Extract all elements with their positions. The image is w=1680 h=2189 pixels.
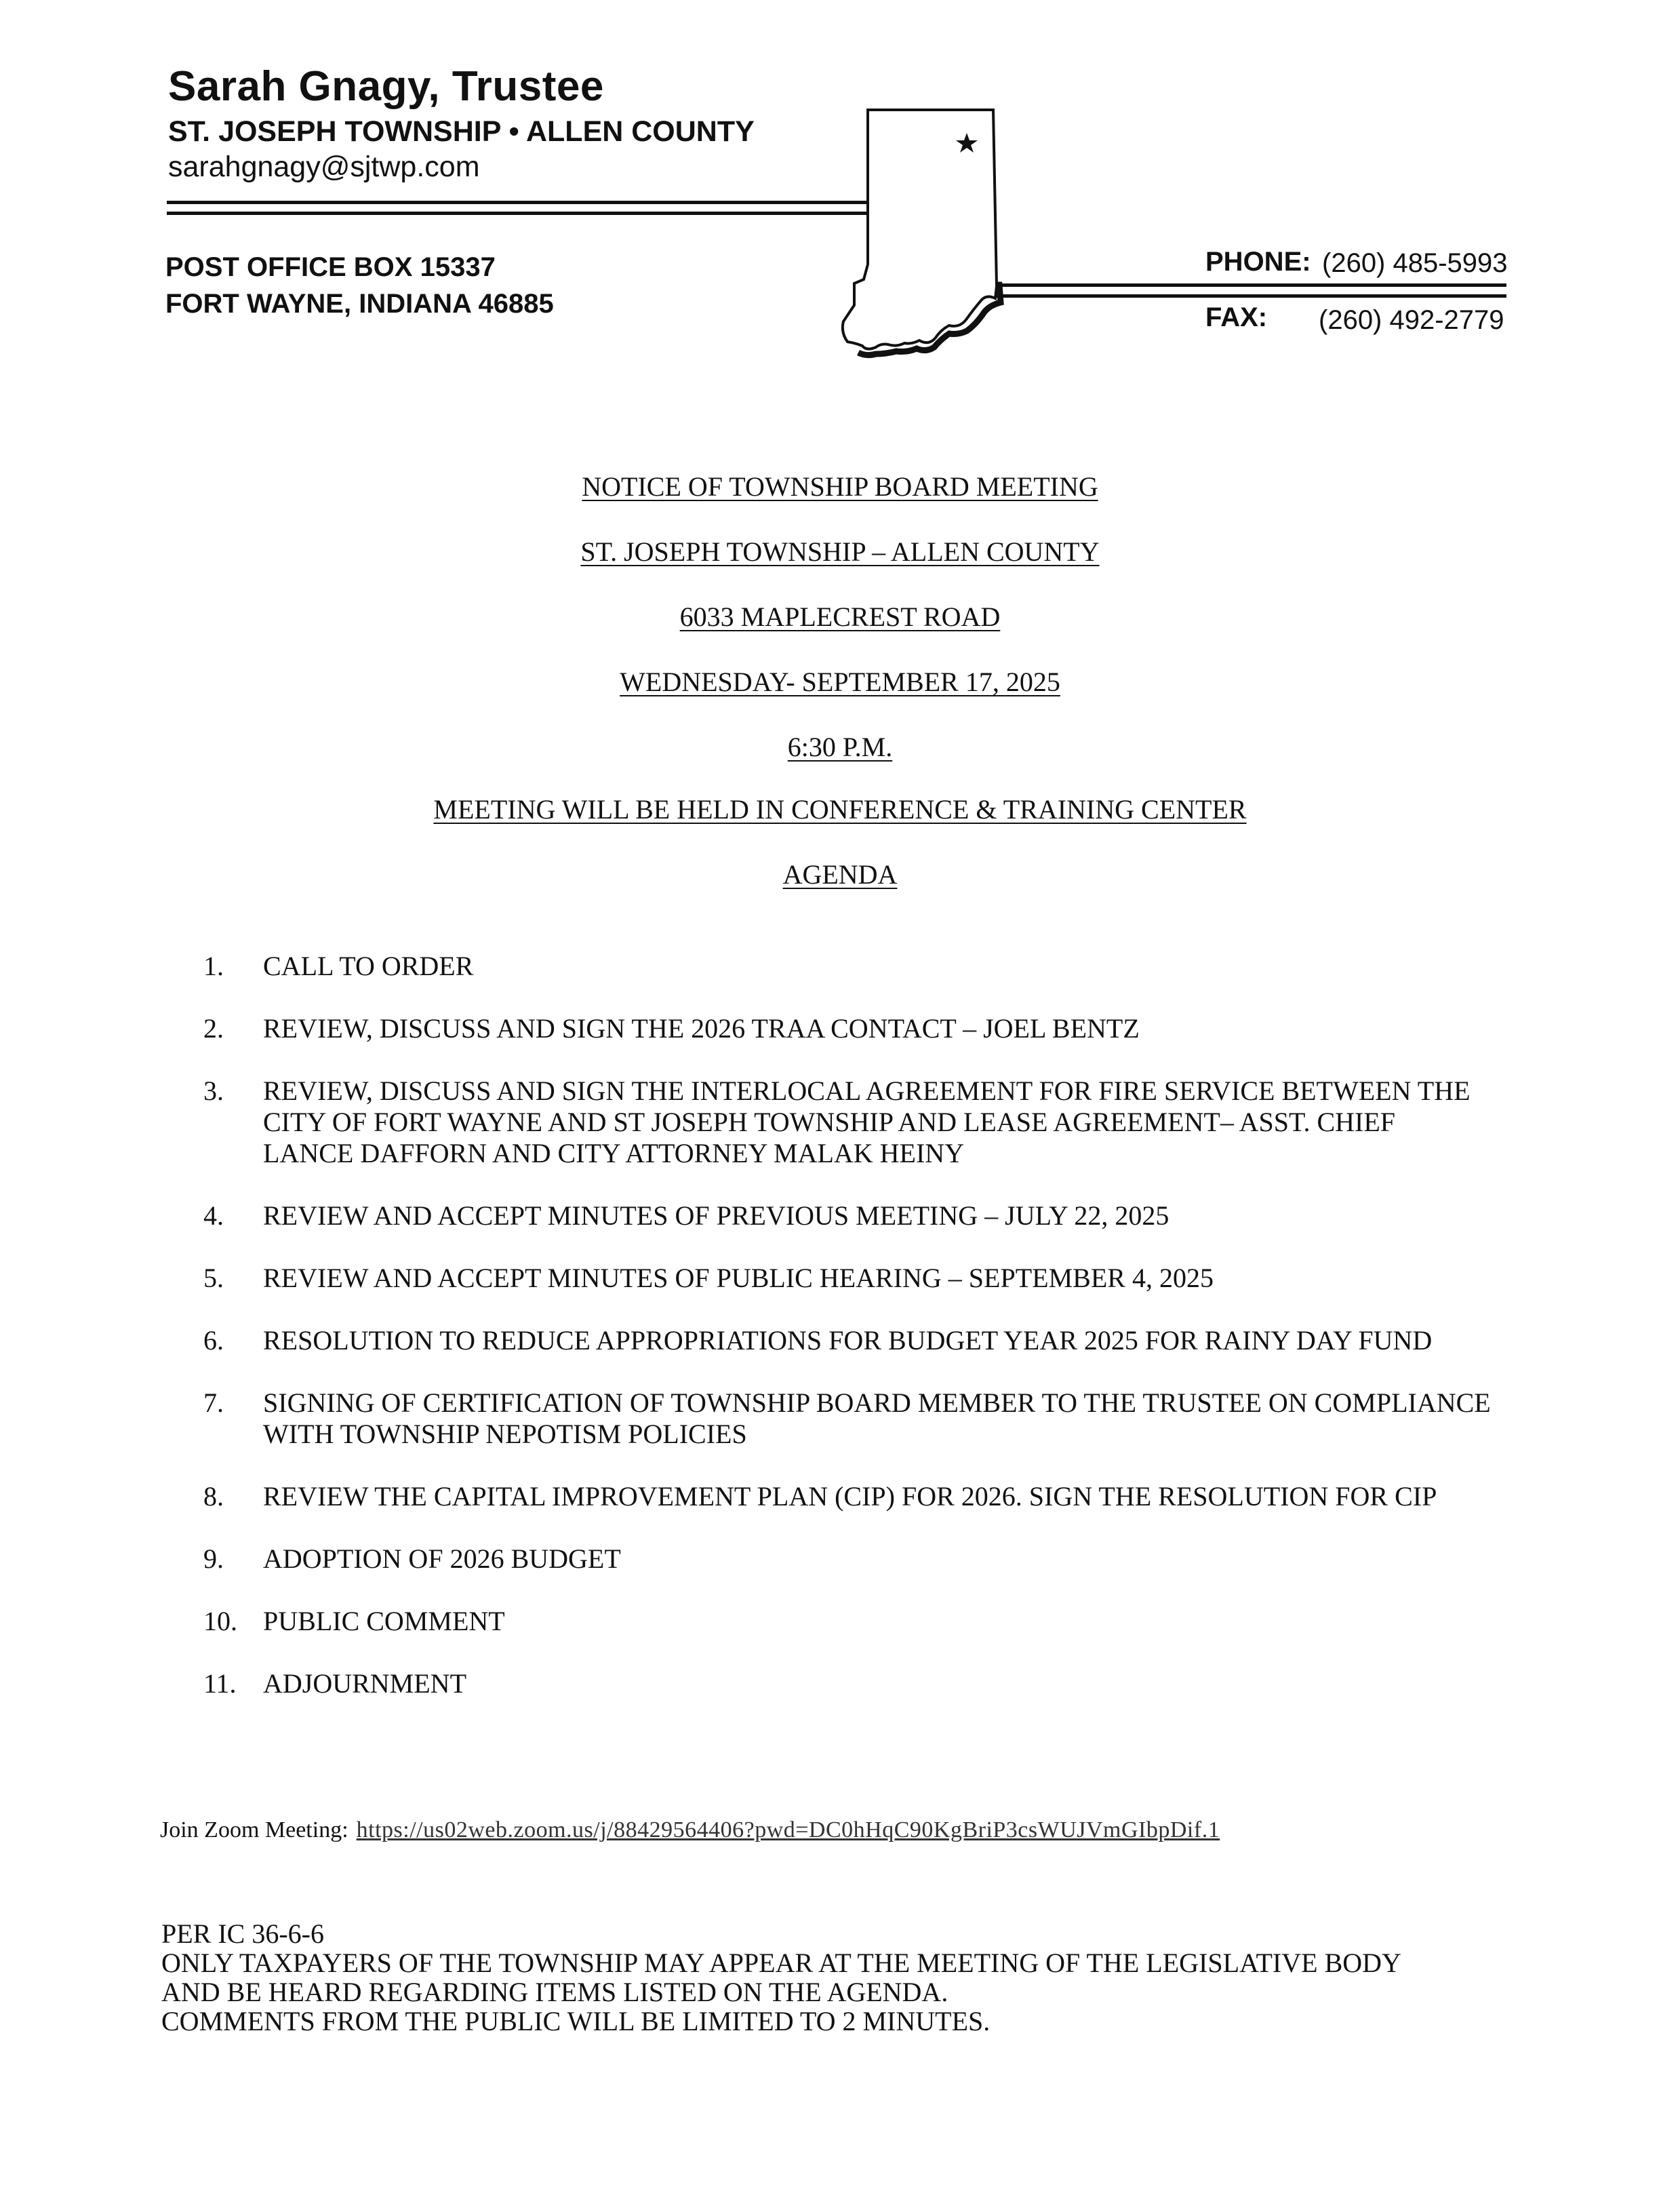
statute-notice — [161, 1919, 1517, 2036]
agenda-item-number: 7. — [203, 1387, 224, 1418]
fax-label: FAX: — [1205, 302, 1268, 332]
agenda-item-text: REVIEW AND ACCEPT MINUTES OF PREVIOUS MEETING – JULY 22, 2025 — [263, 1200, 1169, 1231]
agenda-item-number: 2. — [203, 1013, 224, 1044]
agenda-item — [203, 1387, 1492, 1450]
zoom-label: Join Zoom Meeting: — [160, 1817, 348, 1842]
agenda-item-text: ADOPTION OF 2026 BUDGET — [263, 1543, 621, 1574]
statute-citation: PER IC 36-6-6 — [161, 1918, 324, 1949]
phone-number: (260) 485-5993 — [1322, 248, 1508, 278]
agenda-item-text: RESOLUTION TO REDUCE APPROPRIATIONS FOR BUDGET YEAR 2025 FOR RAINY DAY FUND — [263, 1325, 1433, 1356]
agenda-item-text: REVIEW THE CAPITAL IMPROVEMENT PLAN (CIP) FOR 2026. SIGN THE RESOLUTION FOR CIP — [263, 1481, 1437, 1512]
notice-township: ST. JOSEPH TOWNSHIP – ALLEN COUNTY — [580, 536, 1100, 567]
agenda-item — [203, 1200, 1492, 1231]
agenda-item — [203, 1013, 1492, 1044]
notice-date: WEDNESDAY- SEPTEMBER 17, 2025 — [620, 667, 1060, 697]
agenda-item-number: 9. — [203, 1543, 224, 1574]
agenda-item — [203, 1263, 1492, 1294]
agenda-item-number: 8. — [203, 1481, 224, 1512]
po-box: POST OFFICE BOX 15337 — [165, 252, 496, 282]
agenda-item — [203, 951, 1492, 982]
zoom-meeting-line — [160, 1817, 1220, 1843]
agenda-item-number: 5. — [203, 1263, 224, 1293]
statute-line: COMMENTS FROM THE PUBLIC WILL BE LIMITED TO 2 MINUTES. — [161, 2006, 991, 2036]
agenda-list — [203, 951, 1492, 1731]
letterhead-rule-left-top — [167, 201, 866, 204]
agenda-item — [203, 1543, 1492, 1575]
trustee-name: Sarah Gnagy, Trustee — [168, 63, 604, 110]
township-county-line: ST. JOSEPH TOWNSHIP • ALLEN COUNTY — [168, 115, 755, 148]
agenda-item — [203, 1606, 1492, 1637]
agenda-item — [203, 1481, 1492, 1512]
agenda-item-text: REVIEW AND ACCEPT MINUTES OF PUBLIC HEARING – SEPTEMBER 4, 2025 — [263, 1263, 1214, 1293]
agenda-item-number: 3. — [203, 1076, 224, 1106]
agenda-item — [203, 1076, 1492, 1169]
agenda-heading: AGENDA — [782, 859, 898, 890]
indiana-state-outline-icon — [834, 102, 1010, 366]
statute-line: ONLY TAXPAYERS OF THE TOWNSHIP MAY APPEAR AT THE MEETING OF THE LEGISLATIVE BODY — [161, 1948, 1401, 1978]
notice-time: 6:30 P.M. — [787, 732, 893, 762]
agenda-item-text: PUBLIC COMMENT — [263, 1606, 505, 1636]
statute-line: AND BE HEARD REGARDING ITEMS LISTED ON THE AGENDA. — [161, 1977, 948, 2007]
notice-address: 6033 MAPLECREST ROAD — [679, 602, 1001, 632]
letterhead-rule-right-bottom — [997, 294, 1506, 298]
trustee-email[interactable]: sarahgnagy@sjtwp.com — [168, 151, 480, 183]
city-state-zip: FORT WAYNE, INDIANA 46885 — [165, 289, 554, 319]
agenda-item-text: CALL TO ORDER — [263, 951, 474, 981]
zoom-meeting-link[interactable]: https://us02web.zoom.us/j/88429564406?pwd=DC0hHqC90KgBriP3csWUJVmGIbpDif.1 — [356, 1817, 1220, 1842]
agenda-item — [203, 1668, 1492, 1699]
letterhead-rule-left-bottom — [167, 212, 866, 215]
agenda-item-number: 10. — [203, 1606, 237, 1636]
letterhead-rule-right-top — [997, 283, 1506, 287]
agenda-item-number: 6. — [203, 1325, 224, 1356]
agenda-item — [203, 1325, 1492, 1356]
agenda-item-number: 1. — [203, 951, 224, 981]
agenda-item-text: ADJOURNMENT — [263, 1668, 466, 1699]
notice-location: MEETING WILL BE HELD IN CONFERENCE & TRAINING CENTER — [433, 794, 1247, 825]
fax-number: (260) 492-2779 — [1319, 305, 1504, 335]
phone-label: PHONE: — [1205, 247, 1311, 277]
agenda-item-text: REVIEW, DISCUSS AND SIGN THE 2026 TRAA CONTACT – JOEL BENTZ — [263, 1013, 1140, 1044]
notice-title: NOTICE OF TOWNSHIP BOARD MEETING — [582, 471, 1098, 502]
agenda-item-text: REVIEW, DISCUSS AND SIGN THE INTERLOCAL AGREEMENT FOR FIRE SERVICE BETWEEN THE CITY OF FORT WAYNE AND ST JOSEPH TOWNSHIP AND LEASE AGREEMENT– ASST. CHIEF LANCE DAFFORN AND CITY ATTORNEY MALAK HEINY — [263, 1076, 1471, 1168]
agenda-item-number: 4. — [203, 1200, 224, 1231]
agenda-item-number: 11. — [203, 1668, 237, 1699]
agenda-item-text: SIGNING OF CERTIFICATION OF TOWNSHIP BOARD MEMBER TO THE TRUSTEE ON COMPLIANCE WITH TOWNSHIP NEPOTISM POLICIES — [263, 1387, 1491, 1449]
